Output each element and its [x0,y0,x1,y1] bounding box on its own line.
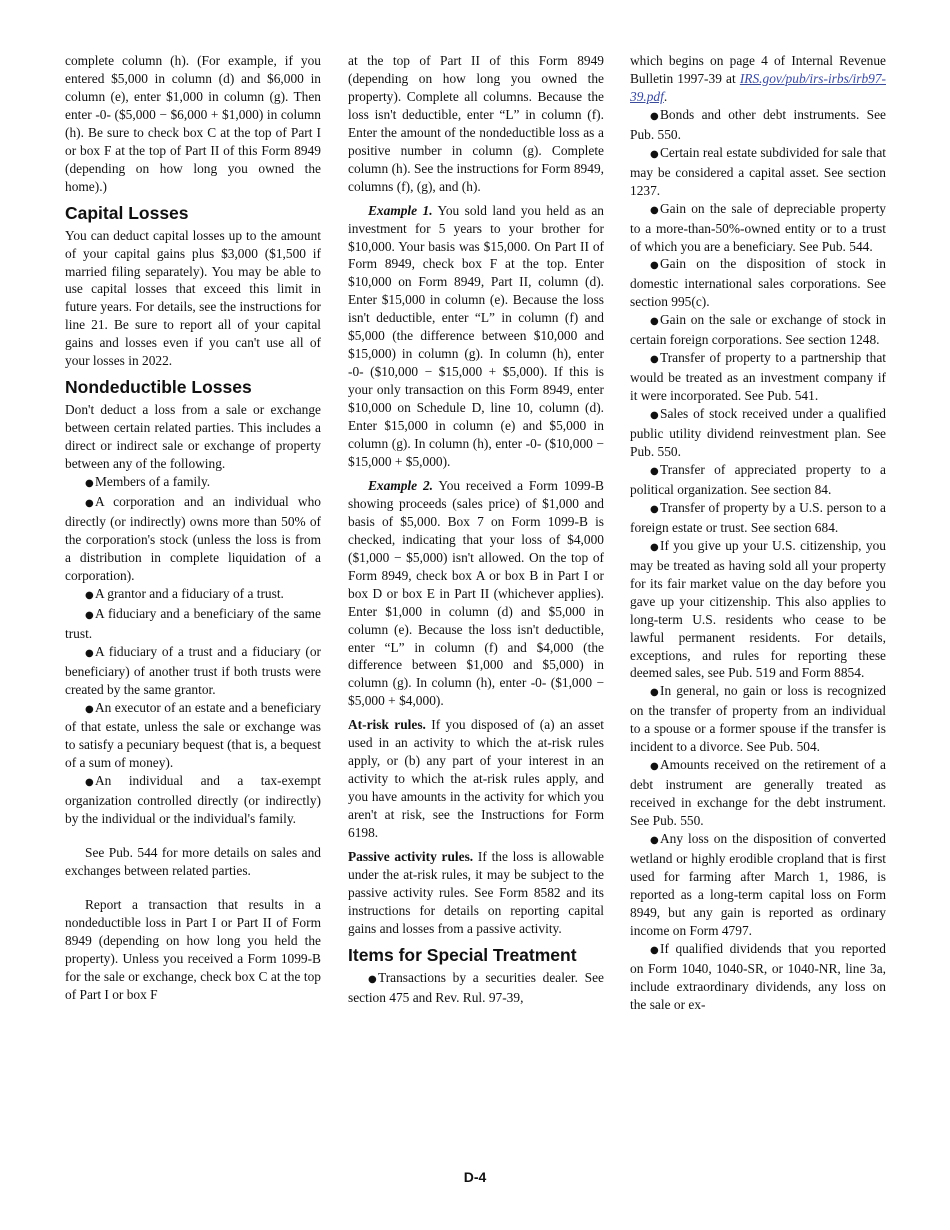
paragraph-example-1: Example 1. You sold land you held as an investment for 5 years to your brother for $10,000. Your basis was $15,000. On Part II of Form 8949, check box F at the top. Enter $10,000 on Form 8949, Part II, column (d). Enter $15,000 in column (e). Because the loss isn't deductible, enter “L” in column (f) and $5,000 (the difference between $10,000 and $15,000) in column (g). In column (h), enter -0- ($10,000 − $15,000 + $5,000). If this is your only transaction on this Form 8949, enter $10,000 on Schedule D, line 10, column (d). Enter $15,000 in column (e) and $5,000 in column (g). In column (h), enter -0- ($10,000 − $15,000 + $5,000). [348,202,604,469]
bullet-icon: ● [85,589,94,601]
bullet-icon: ● [650,148,659,160]
bullet-icon: ● [85,647,94,659]
bullet-icon: ● [85,478,94,490]
example-1-label: Example 1. [368,202,433,218]
list-item: ●A fiduciary of a trust and a fiduciary (or beneficiary) of another trust if both trusts were created by the same grantor. [65,643,321,697]
list-item: ●Transactions by a securities dealer. See section 475 and Rev. Rul. 97-39, [348,969,604,1005]
bullet-icon: ● [650,260,659,272]
paragraph-see-pub-544: See Pub. 544 for more details on sales and exchanges between related parties. [65,845,321,879]
page-number: D-4 [463,1169,487,1185]
bullet-icon: ● [650,835,659,847]
heading-nondeductible-losses: Nondeductible Losses [65,377,252,398]
list-item: ●An executor of an estate and a beneficiary of that estate, unless the sale or exchange was to satisfy a pecuniary bequest (that is, a bequest of a sum of money). [65,699,321,771]
list-item: ●Amounts received on the retirement of a debt instrument are generally treated as received in exchange for the debt instrument. See Pub. 550. [630,757,886,829]
list-item: ●A fiduciary and a beneficiary of the same trust. [65,605,321,641]
bullet-icon: ● [650,316,659,328]
list-item: ●Gain on the sale or exchange of stock in certain foreign corporations. See section 1248. [630,312,886,348]
paragraph-report-transaction: Report a transaction that results in a nondeductible loss in Part I or Part II of Form 8949 (depending on how long you held the property). Unless you received a Form 1099-B for the sale or exchange, check box C at the top of Part I or box F [65,897,321,1002]
bullet-icon: ● [650,541,659,553]
list-item: ●Members of a family. [65,473,321,493]
bullet-icon: ● [85,609,94,621]
bullet-icon: ● [650,204,659,216]
list-item: ●Bonds and other debt instruments. See Pub. 550. [630,106,886,142]
paragraph-example-2: Example 2. You received a Form 1099-B showing proceeds (sales price) of $1,000 and basis of $5,000. Box 7 on Form 1099-B is checked, indicating that your loss of $4,000 ($1,000 − $5,000) isn't allowed. On the top of Form 8949, check box A or box B in Part I or box D or box E in Part II (whichever applies). Enter $1,000 in column (d) and $5,000 in column (e). Because the loss isn't deductible, enter “L” in column (f) and $4,000 (the difference between $1,000 and $5,000) in column (g). In column (h), enter -0- ($1,000 − $5,000 + $4,000). [348,477,604,709]
list-item: ●A grantor and a fiduciary of a trust. [65,585,321,605]
column-3 [630,52,886,1014]
bullet-icon: ● [650,410,659,422]
heading-items-special-treatment: Items for Special Treatment [348,944,577,965]
list-item: ●Gain on the sale of depreciable property to a more-than-50%-owned entity or to a trust of which you are a beneficiary. See Pub. 544. [630,200,886,254]
bullet-icon: ● [650,354,659,366]
bullet-icon: ● [650,503,659,515]
paragraph-nondeductible: Don't deduct a loss from a sale or exchange between certain related parties. This includes a direct or indirect sale or exchange of property between any of the following. [65,402,321,472]
list-item: ●If you give up your U.S. citizenship, you may be treated as having sold all your property for its fair market value on the day before you gave up your citizenship. This also applies to long-term U.S. residents who cease to be lawful permanent residents. For details, exceptions, and rules for reporting these deemed sales, see Pub. 519 and Form 8854. [630,537,886,681]
list-item: ●Gain on the disposition of stock in domestic international sales corporations. See section 995(c). [630,256,886,310]
column-2 [348,52,604,1007]
paragraph-capital-losses: You can deduct capital losses up to the amount of your capital gains plus $3,000 ($1,500 if married filing separately). You may be able to use capital losses that exceed this limit in future years. For details, see the instructions for line 21. Be sure to report all of your capital gains and losses even if you can't use all of your losses in 2022. [65,227,321,369]
bullet-icon: ● [650,761,659,773]
bullet-icon: ● [650,110,659,122]
example-2-label: Example 2. [368,477,433,493]
bullet-icon: ● [85,703,94,715]
list-item: ●A corporation and an individual who directly (or indirectly) owns more than 50% of the corporation's stock (unless the loss is from a distribution in complete liquidation of a corporation). [65,494,321,583]
paragraph-at-risk-rules: At-risk rules. If you disposed of (a) an asset used in an activity to which the at-risk rules apply, or (b) any part of your interest in an activity to which the at-risk rules apply, and you have amounts in the activity for which you aren't at risk, see the Instructions for Form 6198. [348,717,604,841]
list-item: ●Transfer of property to a partnership that would be treated as an investment company if it were incorporated. See Pub. 541. [630,350,886,404]
irs-bulletin-link[interactable]: IRS.gov/pub/irs-irbs/irb97-39.pdf [630,70,886,104]
heading-capital-losses: Capital Losses [65,202,189,223]
paragraph-passive-activity-rules: Passive activity rules. If the loss is allowable under the at-risk rules, it may be subject to the passive activity rules. See Form 8582 and its instructions for details on reporting capital gains and losses from a passive activity. [348,848,604,936]
bullet-icon: ● [368,973,377,985]
paragraph-continued: which begins on page 4 of Internal Revenue Bulletin 1997-39 at IRS.gov/pub/irs-irbs/irb97-39.pdf. [630,53,886,104]
paragraph-continued: at the top of Part II of this Form 8949 (depending on how long you owned the property). Complete all columns. Because the loss isn't deductible, enter “L” in column (f). Enter the amount of the nondeductible loss as a positive number in column (g). Complete column (h). See the instructions for Form 8949, columns (f), (g), and (h). [348,53,604,194]
bullet-icon: ● [650,465,659,477]
list-item: ●Any loss on the disposition of converted wetland or highly erodible cropland that is first used for farming after March 1, 1986, is reported as a long-term capital loss on Form 8949, but any gain is reported as ordinary income on Form 4797. [630,831,886,938]
at-risk-label: At-risk rules. [348,717,426,733]
column-1 [65,52,321,1004]
bullet-icon: ● [85,498,94,510]
list-item: ●If qualified dividends that you reported on Form 1040, 1040-SR, or 1040-NR, line 3a, include extraordinary dividends, any loss on the sale or ex- [630,940,886,1012]
list-item: ●Sales of stock received under a qualified public utility dividend reinvestment plan. See Pub. 550. [630,406,886,460]
bullet-icon: ● [650,687,659,699]
bullet-icon: ● [85,777,94,789]
list-item: ●In general, no gain or loss is recognized on the transfer of property from an individual to a spouse or a former spouse if the transfer is incident to a divorce. See Pub. 504. [630,683,886,755]
bullet-icon: ● [650,944,659,956]
list-item: ●An individual and a tax-exempt organization controlled directly (or indirectly) by the individual or the individual's family. [65,773,321,827]
list-item: ●Certain real estate subdivided for sale that may be considered a capital asset. See section 1237. [630,144,886,198]
passive-label: Passive activity rules. [348,848,474,864]
paragraph-intro: complete column (h). (For example, if you entered $5,000 in column (d) and $6,000 in column (e), enter $1,000 in column (g). Then enter -0- ($5,000 − $6,000 + $1,000) in column (h). Be sure to check box C at the top of Part I or box F at the top of Part II of this Form 8949 (depending on how long you owned the home).) [65,53,321,194]
list-item: ●Transfer of appreciated property to a political organization. See section 84. [630,461,886,497]
list-item: ●Transfer of property by a U.S. person to a foreign estate or trust. See section 684. [630,499,886,535]
